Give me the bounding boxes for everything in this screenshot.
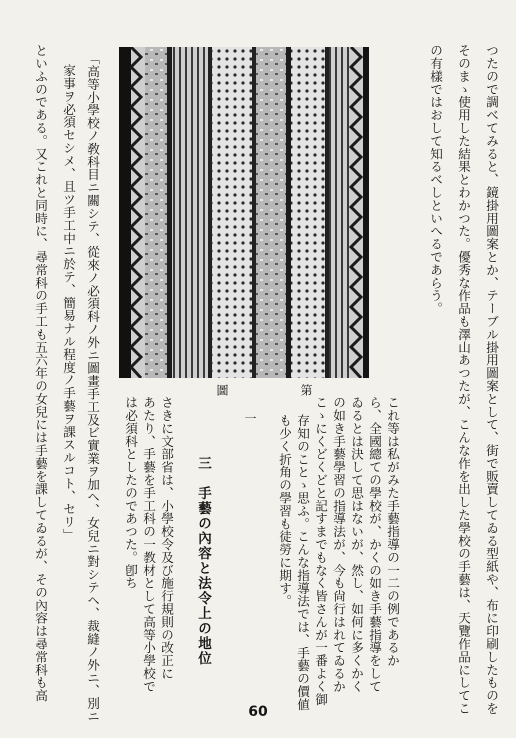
text-line: ゐるとは決して思はないが、然し、如何に多くかく — [349, 396, 364, 693]
section-heading: 三 手藝の內容と法令上の地位 — [195, 456, 211, 666]
text-line: さきに文部省は、小學校令及び施行規則の改正に — [159, 396, 174, 680]
page-number: 60 — [248, 704, 268, 720]
text-line: 存知のことゝ思ふ。こんな指導法では、手藝の價値 — [295, 414, 310, 711]
text-line: も少く折角の學習も徒勞に期す。 — [277, 414, 292, 608]
textile-image — [119, 47, 369, 378]
text-line: といふのである。又これと同時に、尋常科の手工も五六年の女兒には手藝を課してゐるが、その內容は尋常科も高 — [33, 44, 48, 702]
text-line: こゝにくどくどと記すまでもなく皆さんが一番よく御 — [313, 396, 328, 706]
text-line: ら、全國總ての學校が、かくの如き手藝指導をして — [367, 396, 382, 693]
figure-photo — [119, 47, 369, 378]
text-line: の如き手藝學習の指導法が、今も尙行はれてゐるか — [331, 396, 346, 693]
figure-caption-suffix: 圖 — [215, 384, 229, 396]
text-line: これ等は私がみた手藝指導の一二の例であるか — [385, 396, 400, 667]
text-line: は必須科としたのであつた。卽ち — [123, 396, 138, 590]
figure-caption-number: 一 — [243, 412, 257, 424]
text-line: そのまゝ使用した結果とわかつた。優秀な作品も澤山あつたが、こんな作を出した學校の手藝は、天覽作品にしてこ — [456, 44, 471, 715]
text-line: つたので調べてみると、鏡掛用圖案とか、テーブル掛用圖案として、街で販賣してゐる型紙や、布に印刷したものを — [484, 44, 499, 715]
text-line: あたり、手藝を手工科の一教材として高等小學校で — [141, 396, 156, 693]
text-line: の有樣ではおして知るべしといへるであらう。 — [428, 44, 443, 315]
quote-line: 家事ヲ必須セシメ、且ツ手工中ニ於テ、簡易ナル程度ノ手藝ヲ課スルコト、セリ」 — [61, 64, 76, 542]
quote-line: 「高等小學校ノ敎科目ニ關シテ、從來ノ必須科ノ外ニ圖畫手工及ビ實業ヲ加ヘ、女兒ニ對シテヘ、裁縫ノ外ニ、別ニ — [85, 52, 100, 723]
figure-caption-label: 第 — [299, 384, 313, 396]
